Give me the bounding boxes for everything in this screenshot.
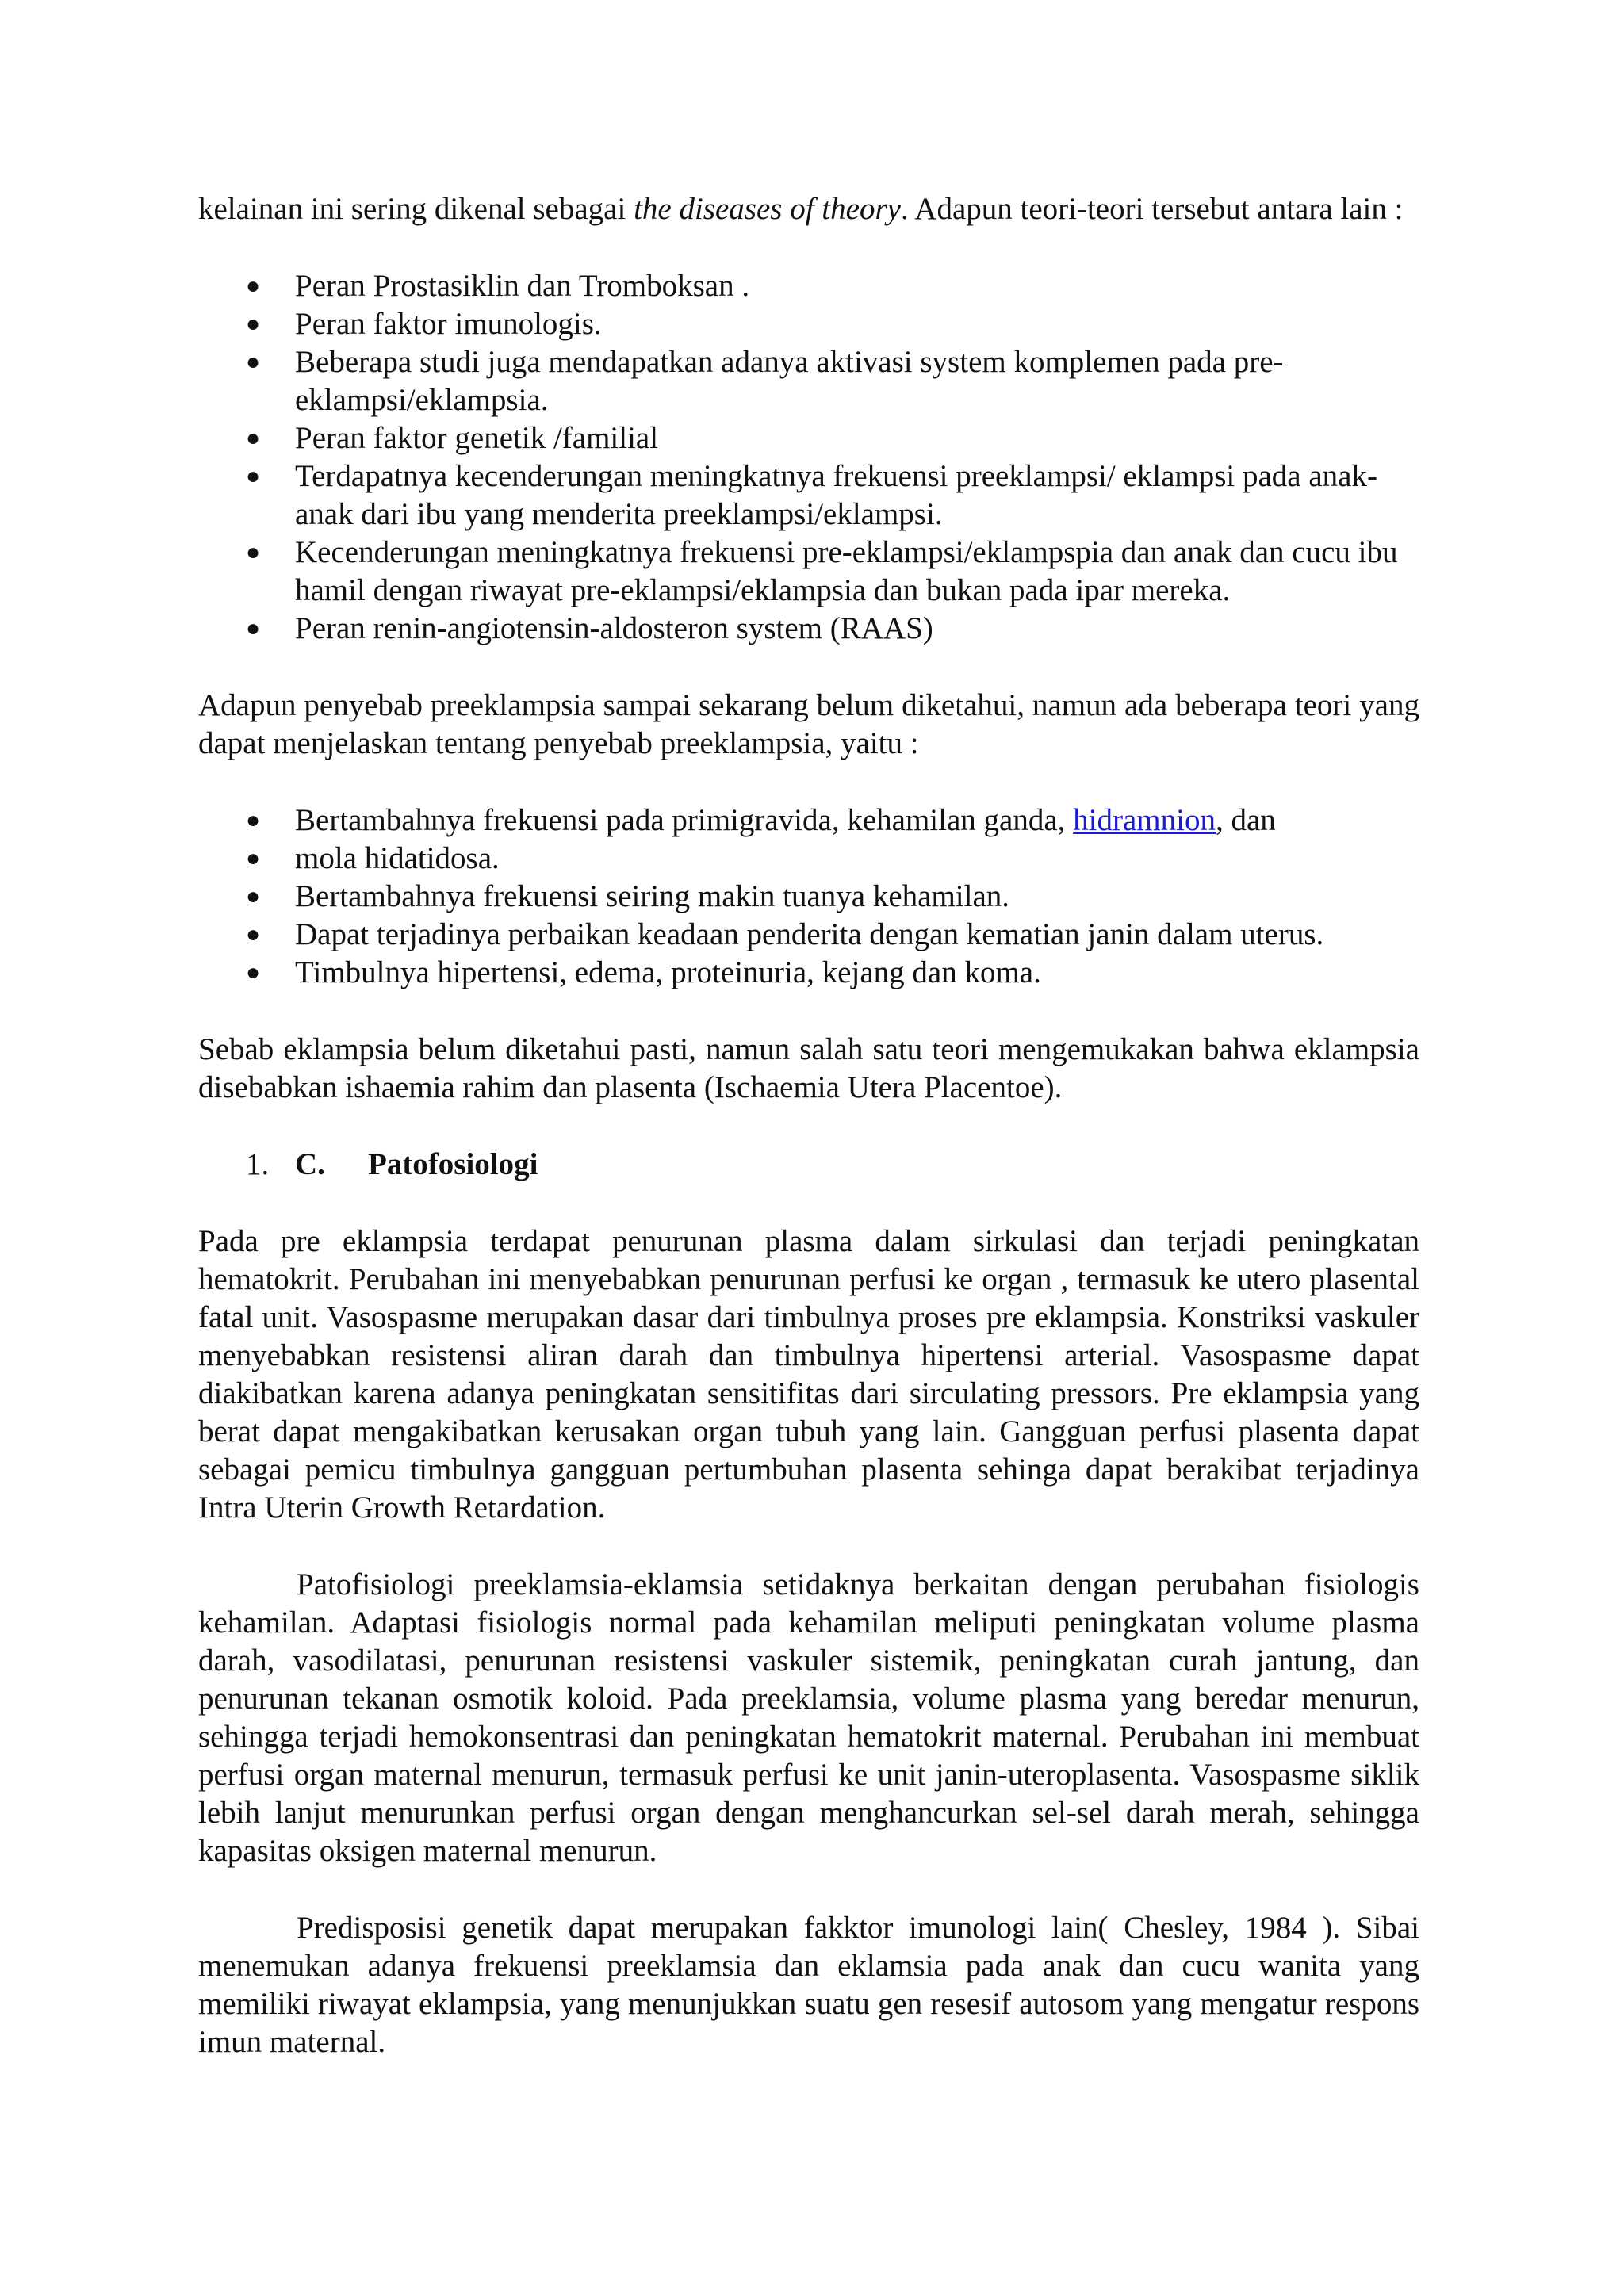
list-item: ● mola hidatidosa. [198,840,1419,878]
bullet-icon: ● [246,807,261,833]
bullet-icon: ● [246,273,261,299]
bullet-icon: ● [246,425,261,451]
bullet-icon: ● [246,921,261,947]
list-item: ● Dapat terjadinya perbaikan keadaan penderita dengan kematian janin dalam uterus. [198,916,1419,954]
list-item: ● Terdapatnya kecenderungan meningkatnya frekuensi preeklampsi/ eklampsi pada anak-anak dari ibu yang menderita preeklampsi/eklampsi. [246,459,1377,531]
list-item: ● Bertambahnya frekuensi pada primigravida, kehamilan ganda, hidramnion, dan [198,802,1419,840]
section-letter: C. [295,1147,325,1181]
bullet-icon: ● [246,349,261,375]
causes-list [198,802,1419,992]
intro-italic-phrase: the diseases of theory [634,192,901,226]
list-item: ● Peran faktor imunologis. [198,305,1419,343]
list-item: ● Kecenderungan meningkatnya frekuensi pre-eklampsi/eklampspia dan anak dan cucu ibu hamil dengan riwayat pre-eklampsi/eklampsia dan bukan pada ipar mereka. [246,535,1398,607]
list-item: ● Timbulnya hipertensi, edema, proteinuria, kejang dan koma. [198,954,1419,992]
intro-text-before: kelainan ini sering dikenal sebagai [198,192,634,226]
intro-paragraph [198,190,1419,228]
body-paragraph-3: Predisposisi genetik dapat merupakan fakktor imunologi lain( Chesley, 1984 ). Sibai menemukan adanya frekuensi preeklamsia dan eklamsia pada anak dan cucu wanita yang memiliki riwayat eklampsia, yang menunjukkan suatu gen resesif autosom yang mengatur respons imun maternal. [198,1911,1419,2059]
bullet-icon: ● [246,883,261,909]
bullet-icon: ● [246,845,261,871]
hidramnion-link[interactable]: hidramnion [1073,803,1216,837]
list-item: ● Peran renin-angiotensin-aldosteron system (RAAS) [198,610,1419,648]
list-item: ● Bertambahnya frekuensi seiring makin tuanya kehamilan. [198,878,1419,916]
cause-intro-paragraph: Adapun penyebab preeklampsia sampai sekarang belum diketahui, namun ada beberapa teori yang dapat menjelaskan tentang penyebab preeklampsia, yaitu : [198,688,1419,760]
bullet-icon: ● [246,539,261,565]
section-number: 1. [246,1147,270,1181]
list-item: ● Peran Prostasiklin dan Tromboksan . [198,267,1419,305]
body-paragraph-2: Patofisiologi preeklamsia-eklamsia setidaknya berkaitan dengan perubahan fisiologis kehamilan. Adaptasi fisiologis normal pada kehamilan meliputi peningkatan volume plasma darah, vasodilatasi, penurunan resistensi vaskuler sistemik, peningkatan curah jantung, dan penurunan tekanan osmotik koloid. Pada preeklamsia, volume plasma yang beredar menurun, sehingga terjadi hemokonsentrasi dan peningkatan hematokrit maternal. Perubahan ini membuat perfusi organ maternal menurun, termasuk perfusi ke unit janin-uteroplasenta. Vasospasme siklik lebih lanjut menurunkan perfusi organ dengan menghancurkan sel-sel darah merah, sehingga kapasitas oksigen maternal menurun. [198,1567,1419,1868]
bullet-icon: ● [246,463,261,489]
section-title: Patofosiologi [368,1147,538,1181]
document-page [198,190,1419,2061]
list-item: ● Beberapa studi juga mendapatkan adanya aktivasi system komplemen pada pre-eklampsi/eklampsia. [246,345,1284,417]
bullet-icon: ● [246,311,261,337]
theories-list [198,267,1419,648]
body-paragraph-1: Pada pre eklampsia terdapat penurunan plasma dalam sirkulasi dan terjadi peningkatan hematokrit. Perubahan ini menyebabkan penurunan perfusi ke organ , termasuk ke utero plasental fatal unit. Vasospasme merupakan dasar dari timbulnya proses pre eklampsia. Konstriksi vaskuler menyebabkan resistensi aliran darah dan timbulnya hipertensi arterial. Vasospasme dapat diakibatkan karena adanya peningkatan sensitifitas dari sirculating pressors. Pre eklampsia yang berat dapat mengakibatkan kerusakan organ tubuh yang lain. Gangguan perfusi plasenta dapat sebagai pemicu timbulnya gangguan pertumbuhan plasenta sehinga dapat berakibat terjadinya Intra Uterin Growth Retardation. [198,1224,1419,1525]
intro-text-after: . Adapun teori-teori tersebut antara lain : [900,192,1404,226]
bullet-icon: ● [246,615,261,641]
list-item: ● Peran faktor genetik /familial [198,419,1419,457]
eclampsia-cause-paragraph: Sebab eklampsia belum diketahui pasti, namun salah satu teori mengemukakan bahwa eklampsia disebabkan ishaemia rahim dan plasenta (Ischaemia Utera Placentoe). [198,1032,1419,1104]
bullet-icon: ● [246,959,261,985]
section-heading [198,1146,1419,1184]
